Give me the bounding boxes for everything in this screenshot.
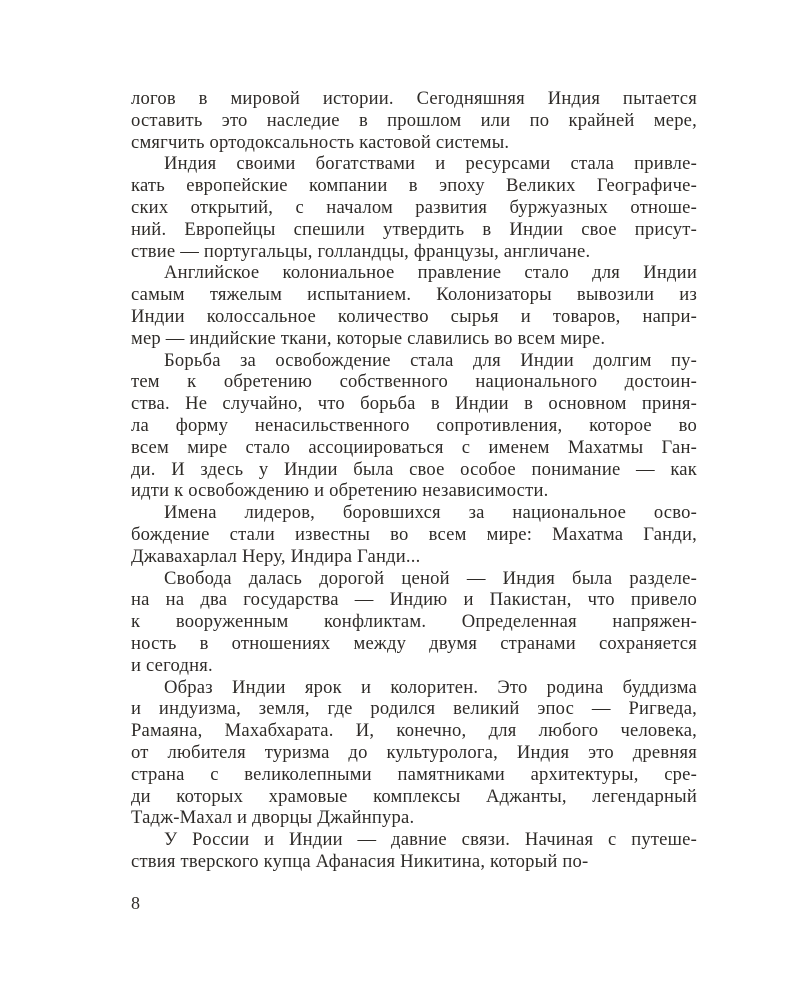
paragraph <box>131 568 697 677</box>
text-line: к вооруженным конфликтам. Определенная напряжен- <box>131 611 697 633</box>
text-line: мер — индийские ткани, которые славились во всем мире. <box>131 327 606 349</box>
paragraph <box>131 262 697 349</box>
text-line: Джавахарлал Неру, Индира Ганди... <box>131 545 421 567</box>
text-line: У России и Индии — давние связи. Начиная с путеше- <box>164 829 697 851</box>
paragraph <box>131 88 697 153</box>
text-line: ди. И здесь у Индии была свое особое понимание — как <box>131 458 697 480</box>
text-line: ди которых храмовые комплексы Аджанты, легендарный <box>131 785 697 807</box>
text-line: ла форму ненасильственного сопротивления, которое во <box>131 414 697 436</box>
text-line: Тадж-Махал и дворцы Джайнпура. <box>131 807 415 829</box>
text-line: логов в мировой истории. Сегодняшняя Индия пытается <box>131 88 697 109</box>
text-line: всем мире стало ассоциироваться с именем Махатмы Ган- <box>131 436 697 458</box>
text-line: Рамаяна, Махабхарата. И, конечно, для любого человека, <box>131 720 697 742</box>
text-line: идти к освобождению и обретению независимости. <box>131 480 549 502</box>
text-line: Индии колоссальное количество сырья и товаров, напри- <box>131 305 697 327</box>
paragraph <box>131 677 697 830</box>
text-line: ствия тверского купца Афанасия Никитина, который по- <box>131 850 589 872</box>
text-line: от любителя туризма до культуролога, Индия это древняя <box>131 741 697 763</box>
text-line: ствие — португальцы, голландцы, французы, англичане. <box>131 240 591 262</box>
text-line: Имена лидеров, боровшихся за национальное осво- <box>164 502 697 524</box>
text-line: самым тяжелым испытанием. Колонизаторы вывозили из <box>131 284 697 306</box>
text-block <box>131 88 697 873</box>
paragraph <box>131 829 697 873</box>
text-line: смягчить ортодоксальность кастовой системы. <box>131 131 510 153</box>
text-line: ства. Не случайно, что борьба в Индии в основном приня- <box>131 393 697 415</box>
text-line: ность в отношениях между двумя странами сохраняется <box>131 632 697 654</box>
paragraph <box>131 502 697 567</box>
text-line: Борьба за освобождение стала для Индии долгим пу- <box>164 349 697 371</box>
text-line: Образ Индии ярок и колоритен. Это родина буддизма <box>164 676 697 698</box>
text-line: на на два государства — Индию и Пакистан, что привело <box>131 589 697 611</box>
text-line: оставить это наследие в прошлом или по крайней мере, <box>131 109 697 131</box>
text-line: и индуизма, земля, где родился великий эпос — Ригведа, <box>131 698 697 720</box>
text-line: ских открытий, с началом развития буржуазных отноше- <box>131 196 697 218</box>
text-line: и сегодня. <box>131 654 213 676</box>
text-line: страна с великолепными памятниками архитектуры, сре- <box>131 763 697 785</box>
text-line: кать европейские компании в эпоху Великих Географиче- <box>131 175 697 197</box>
text-line: Индия своими богатствами и ресурсами стала привле- <box>164 153 697 175</box>
text-line: тем к обретению собственного национального достоин- <box>131 371 697 393</box>
paragraph <box>131 153 697 262</box>
text-line: Английское колониальное правление стало для Индии <box>164 262 697 284</box>
page-number: 8 <box>131 893 140 913</box>
text-line: бождение стали известны во всем мире: Махатма Ганди, <box>131 523 697 545</box>
text-line: Свобода далась дорогой ценой — Индия была разделе- <box>164 567 697 589</box>
text-line: ний. Европейцы спешили утвердить в Индии свое присут- <box>131 218 697 240</box>
paragraph <box>131 350 697 503</box>
